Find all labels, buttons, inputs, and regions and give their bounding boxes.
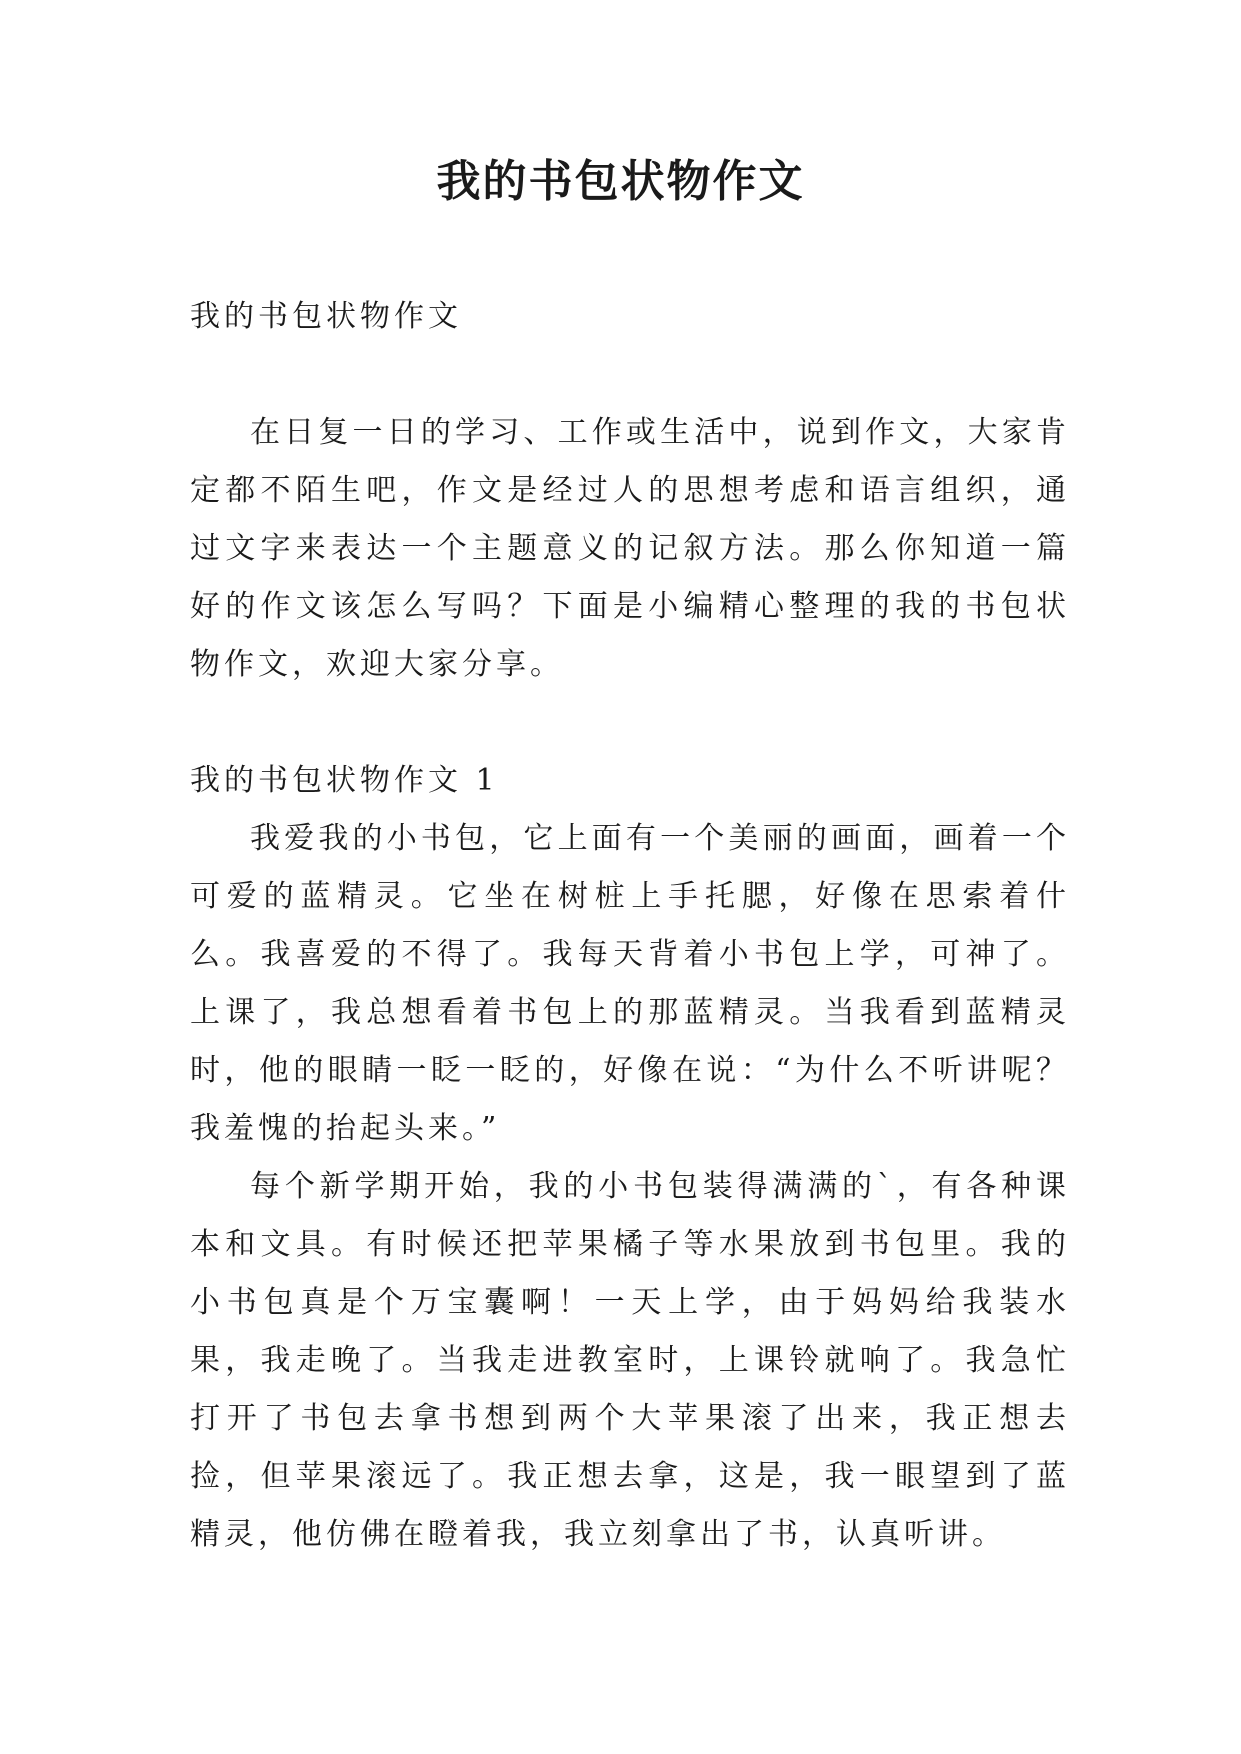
document-subtitle: 我的书包状物作文	[190, 299, 462, 334]
document-title: 我的书包状物作文	[436, 156, 805, 207]
section-paragraph: 每个新学期开始，我的小书包装得满满的`，有各种课本和文具。有时候还把苹果橘子等水果放到书包里。我的小书包真是个万宝囊啊！一天上学，由于妈妈给我装水果，我走晚了。当我走进教室时，上课铃就响了。我急忙打开了书包去拿书想到两个大苹果滚了出来，我正想去捡，但苹果滚远了。我正想去拿，这是，我一眼望到了蓝精灵，他仿佛在瞪着我，我立刻拿出了书，认真听讲。	[190, 1169, 1070, 1552]
section-heading: 我的书包状物作文 1	[190, 763, 499, 798]
document-body	[190, 288, 1070, 1564]
section-paragraph: 我爱我的小书包，它上面有一个美丽的画面，画着一个可爱的蓝精灵。它坐在树桩上手托腮，好像在思索着什么。我喜爱的不得了。我每天背着小书包上学，可神了。上课了，我总想看着书包上的那蓝精灵。当我看到蓝精灵时，他的眼睛一眨一眨的，好像在说：“为什么不听讲呢？我羞愧的抬起头来。”	[190, 821, 1070, 1146]
paragraph-spacer	[190, 694, 1070, 752]
intro-paragraph: 在日复一日的学习、工作或生活中，说到作文，大家肯定都不陌生吧，作文是经过人的思想考虑和语言组织，通过文字来表达一个主题意义的记叙方法。那么你知道一篇好的作文该怎么写吗？下面是小编精心整理的我的书包状物作文，欢迎大家分享。	[190, 415, 1070, 682]
